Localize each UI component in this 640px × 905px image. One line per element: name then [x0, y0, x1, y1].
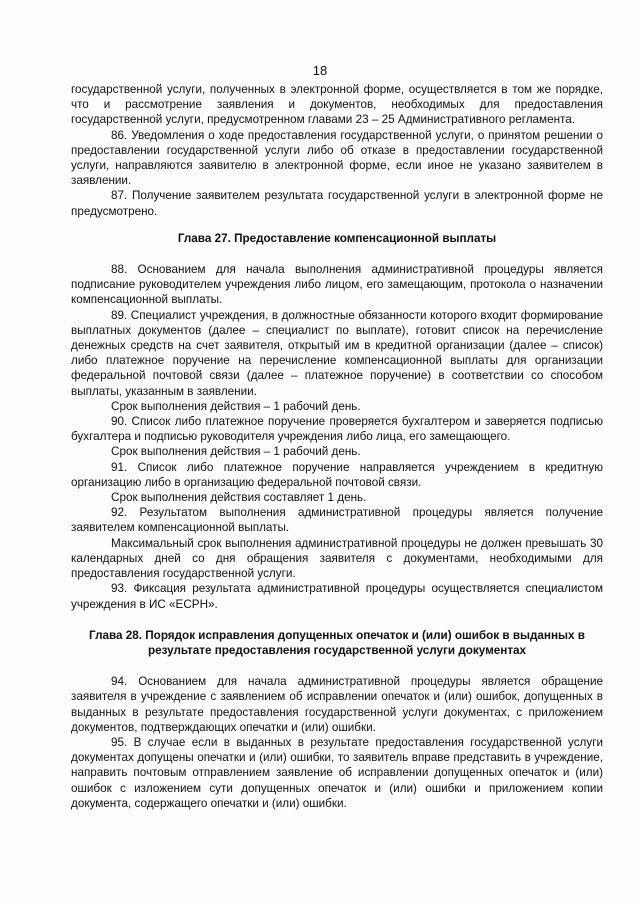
chapter-27-heading: Глава 27. Предоставление компенсационной выплаты: [177, 231, 497, 245]
page-number: 18: [312, 63, 328, 78]
paragraph-92: 92. Результатом выполнения административной процедуры является получение заявителем компенсационной выплаты.: [71, 506, 603, 535]
paragraph-86: 86. Уведомления о ходе предоставления государственной услуги, о принятом решении о предоставлении государственной услуги либо об отказе в предоставлении государственной услуги, направляются заявителю в электронной форме, если иное не указано заявителем в заявлении.: [71, 128, 603, 188]
document-body: [71, 82, 603, 811]
max-deadline-paragraph: Максимальный срок выполнения административной процедуры не должен превышать 30 календарных дней со дня обращения заявителя с документами, необходимыми для предоставления государственной услуги.: [71, 536, 603, 581]
paragraph-87: 87. Получение заявителем результата государственной услуги в электронной форме не предусмотрено.: [71, 189, 603, 218]
paragraph-88: 88. Основанием для начала выполнения административной процедуры является подписание руководителем учреждения либо лицом, его замещающим, протокола о назначении компенсационной выплаты.: [71, 263, 603, 307]
paragraph-continuation: государственной услуги, полученных в электронной форме, осуществляется в том же порядке, что и рассмотрение заявления и документов, необходимых для предоставления государственной услуги, предусмотренном главами 23 – 25 Административного регламента.: [71, 83, 603, 127]
paragraph-91: 91. Список либо платежное поручение направляется учреждением в кредитную организацию либо в организацию федеральной почтовой связи.: [71, 460, 603, 489]
paragraph-95: 95. В случае если в выданных в результате предоставления государственной услуги документах допущены опечатки и (или) ошибки, то заявитель вправе представить в учреждение, направить почтовым отправлением заявление об исправлении допущенных опечаток и (или) ошибок с изложением сути допущенных опечаток и (или) ошибки и приложением копии документа, содержащего опечатки и (или) ошибки.: [71, 735, 603, 810]
paragraph-94: 94. Основанием для начала административной процедуры является обращение заявителя в учреждение с заявлением об исправлении опечаток и (или) ошибок, допущенных в выданных в результате предоставления государственной услуги документах, с приложением документов, подтверждающих опечатки и (или) ошибки.: [71, 675, 603, 734]
paragraph-93: 93. Фиксация результата административной процедуры осуществляется специалистом учреждения в ИС «ЕСРН».: [71, 582, 603, 611]
paragraph-90: 90. Список либо платежное поручение проверяется бухгалтером и заверяется подписью бухгалтера и подписью руководителя учреждения либо лица, его замещающего.: [71, 415, 603, 444]
deadline-note: Срок выполнения действия – 1 рабочий день.: [111, 445, 361, 459]
chapter-28-heading: Глава 28. Порядок исправления допущенных опечаток и (или) ошибок в выданных в результате предоставления государственной услуги документах: [89, 628, 585, 657]
deadline-note: Срок выполнения действия – 1 рабочий день.: [111, 399, 361, 413]
paragraph-89: 89. Специалист учреждения, в должностные обязанности которого входит формирование выплатных документов (далее – специалист по выплате), готовит список на перечисление денежных средств на счет заявителя, открытый им в кредитной организации (далее – список) либо платежное поручение на перечисление компенсационной выплаты для организации федеральной почтовой связи (далее – платежное поручение) в соответствии со способом выплаты, указанным в заявлении.: [71, 308, 603, 398]
deadline-note: Срок выполнения действия составляет 1 день.: [111, 491, 367, 505]
